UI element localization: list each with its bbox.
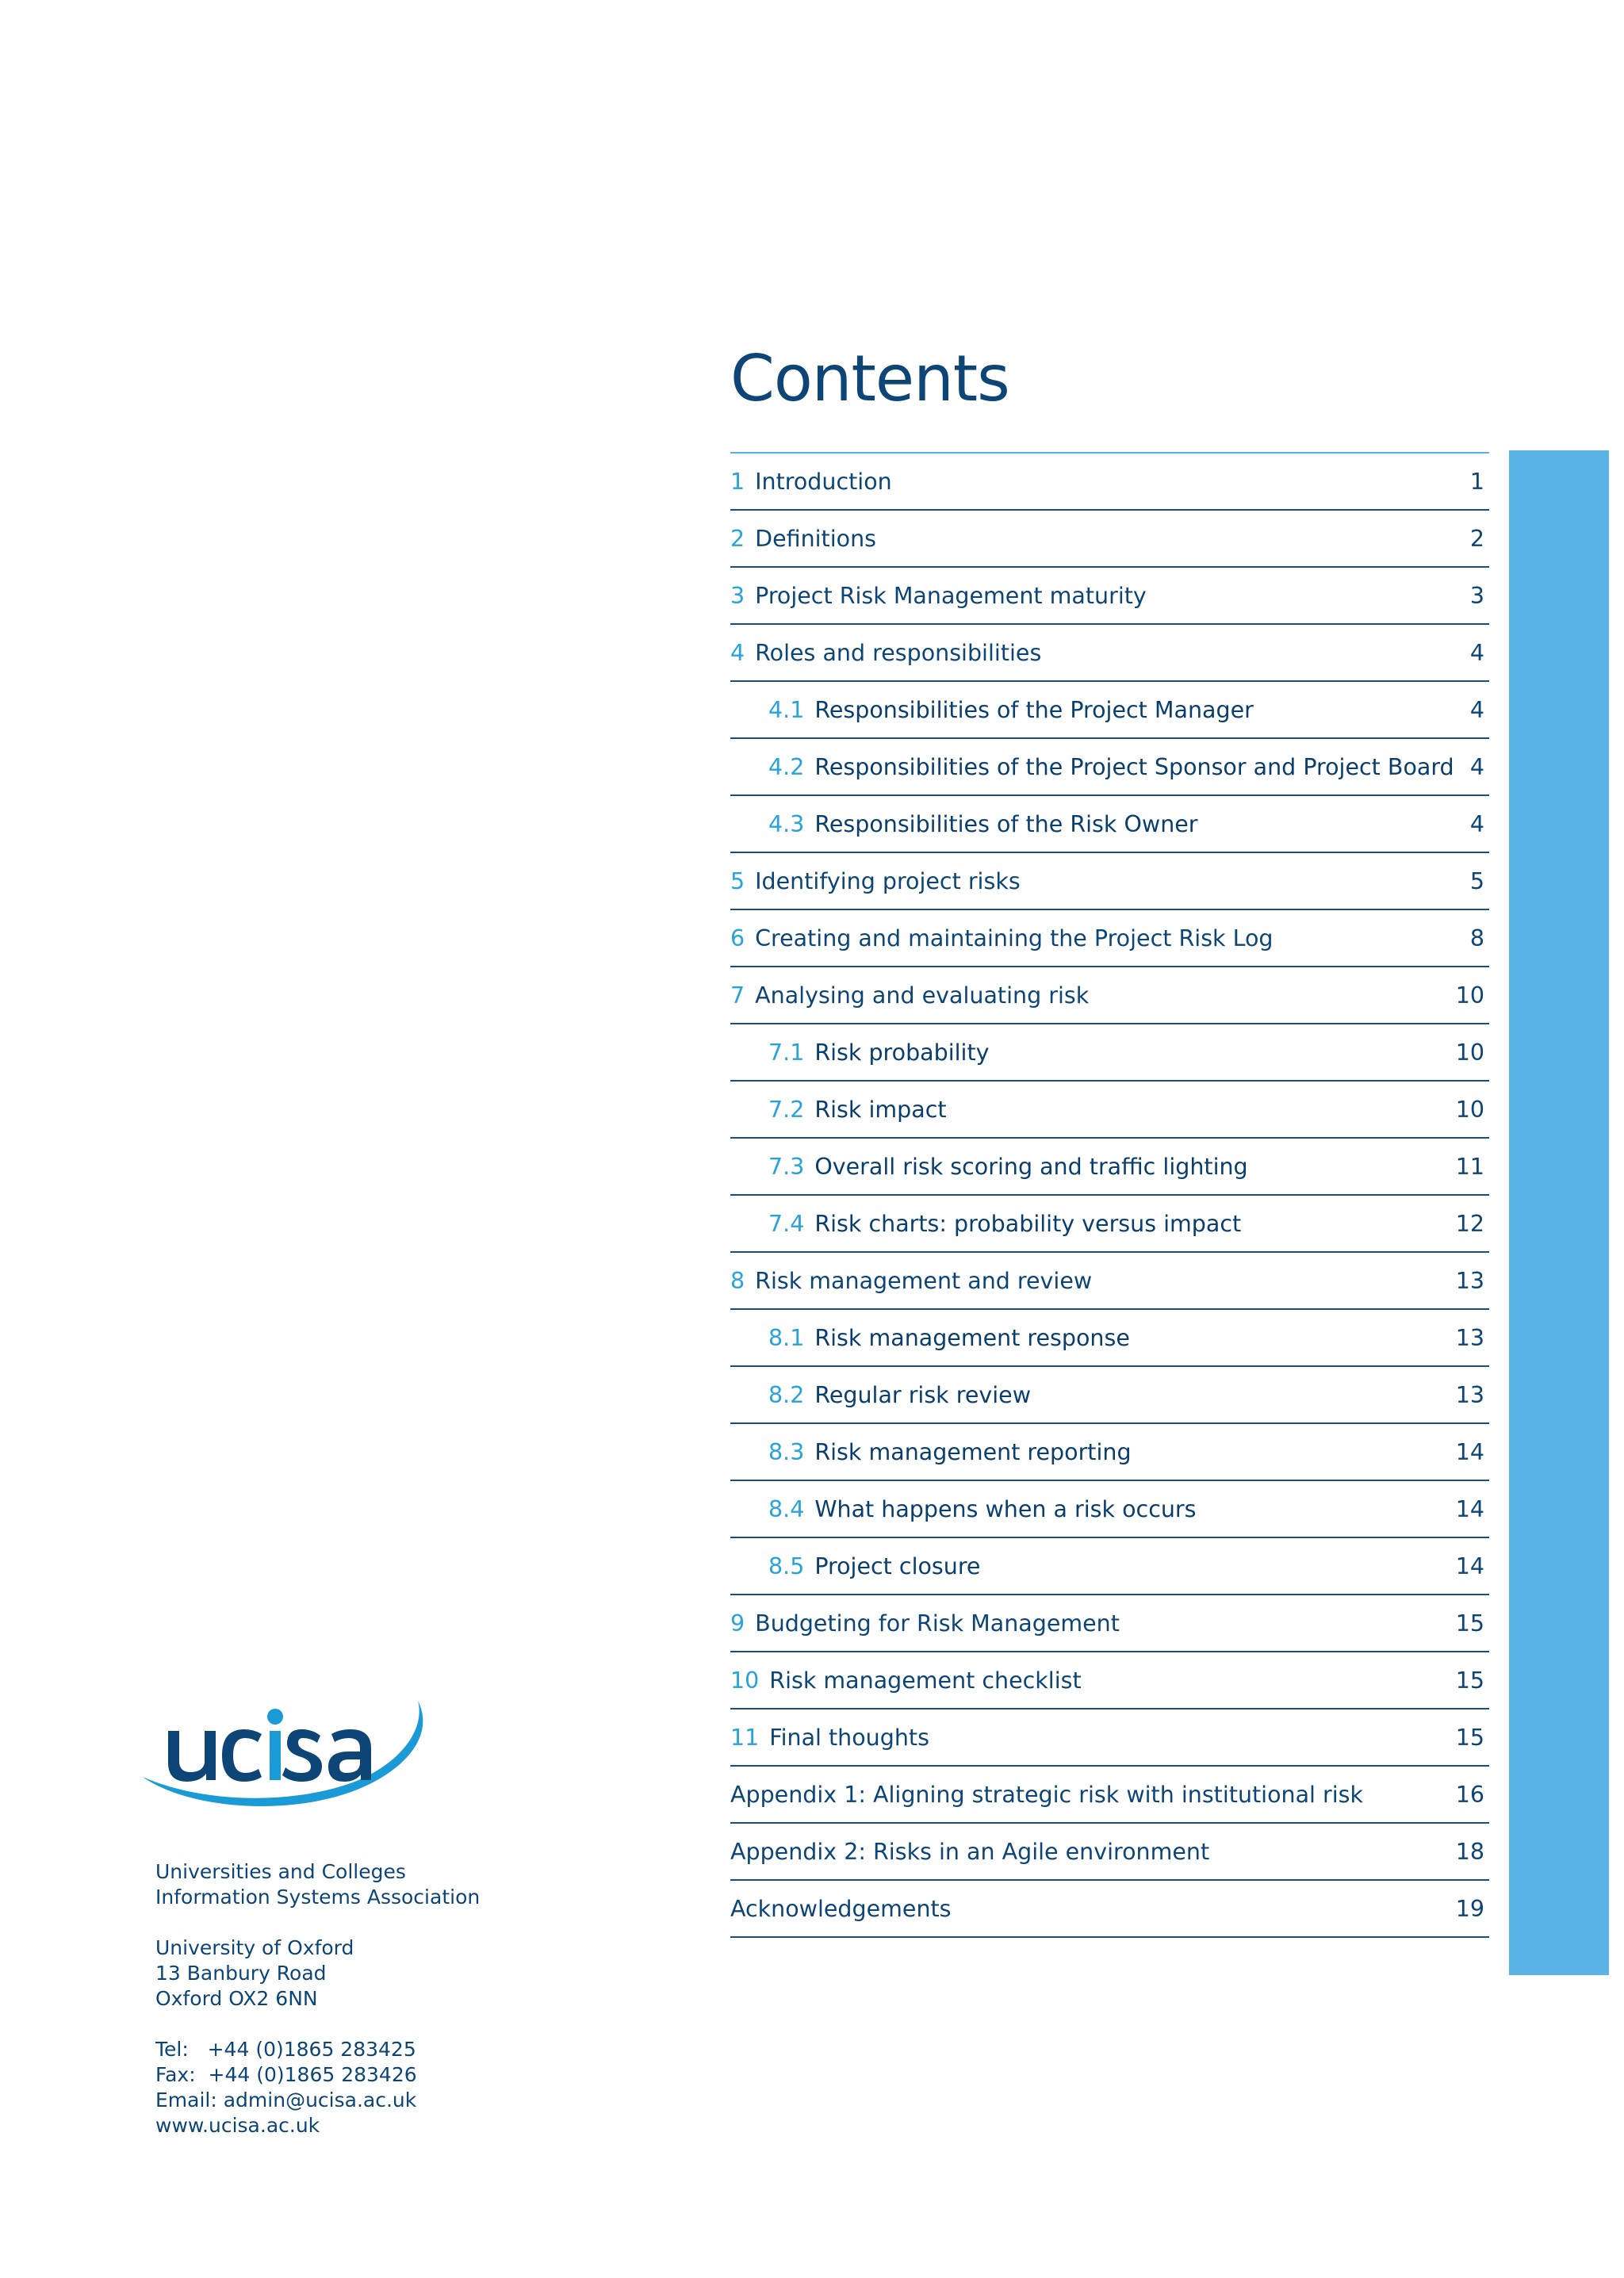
toc-section-row[interactable] (730, 511, 1489, 568)
email-link[interactable]: Email: admin@ucisa.ac.uk (155, 2088, 417, 2111)
toc-number: 4 (730, 639, 745, 666)
toc-subsection-row[interactable] (730, 1082, 1489, 1139)
website-link[interactable]: www.ucisa.ac.uk (155, 2114, 320, 2137)
toc-title: Responsibilities of the Project Manager (814, 696, 1254, 723)
toc-page-number: 13 (1455, 1381, 1484, 1408)
toc-number: 4.1 (768, 696, 805, 723)
toc-title: Risk management and review (755, 1267, 1093, 1294)
toc-page-number: 18 (1455, 1838, 1484, 1865)
address-line2: 13 Banbury Road (155, 1962, 327, 1985)
toc-page-number: 4 (1469, 753, 1484, 780)
side-color-bar (1509, 450, 1609, 1975)
toc-title: Acknowledgements (730, 1895, 952, 1922)
fax: Fax: +44 (0)1865 283426 (155, 2063, 417, 2086)
toc-title: Risk impact (814, 1096, 947, 1123)
toc-title: Roles and responsibilities (755, 639, 1042, 666)
toc-number: 7 (730, 982, 745, 1009)
toc-subsection-row[interactable] (730, 1196, 1489, 1253)
toc-number: 2 (730, 525, 745, 552)
toc-number: 10 (730, 1667, 760, 1694)
toc-page-number: 10 (1455, 982, 1484, 1009)
toc-title: Creating and maintaining the Project Risk Log (755, 925, 1274, 951)
toc-title: Final thoughts (769, 1724, 929, 1751)
toc-page-number: 13 (1455, 1324, 1484, 1351)
toc-title: Risk probability (814, 1039, 990, 1066)
toc-page-number: 4 (1469, 639, 1484, 666)
toc-page-number: 15 (1455, 1724, 1484, 1751)
toc-title: What happens when a risk occurs (814, 1495, 1197, 1522)
toc-subsection-row[interactable] (730, 1139, 1489, 1196)
toc-page-number: 14 (1455, 1438, 1484, 1465)
toc-section-row[interactable] (730, 625, 1489, 682)
toc-number: 7.4 (768, 1210, 805, 1237)
toc-title: Responsibilities of the Risk Owner (814, 810, 1198, 837)
organisation-name-line2: Information Systems Association (155, 1886, 481, 1909)
toc-section-row[interactable] (730, 1709, 1489, 1767)
toc-page-number: 13 (1455, 1267, 1484, 1294)
toc-section-row[interactable] (730, 853, 1489, 910)
toc-page-number: 5 (1469, 867, 1484, 894)
toc-title: Overall risk scoring and traffic lighting (814, 1153, 1248, 1180)
toc-number: 8.2 (768, 1381, 805, 1408)
toc-number: 8 (730, 1267, 745, 1294)
toc-subsection-row[interactable] (730, 1310, 1489, 1367)
toc-subsection-row[interactable] (730, 1024, 1489, 1082)
toc-title: Regular risk review (814, 1381, 1031, 1408)
toc-number: 8.5 (768, 1552, 805, 1579)
toc-title: Project closure (814, 1552, 981, 1579)
toc-title: Project Risk Management maturity (755, 582, 1147, 609)
toc-subsection-row[interactable] (730, 1424, 1489, 1481)
toc-title: Risk management checklist (769, 1667, 1082, 1694)
toc-subsection-row[interactable] (730, 739, 1489, 796)
toc-title: Budgeting for Risk Management (755, 1610, 1120, 1637)
toc-title: Risk management reporting (814, 1438, 1132, 1465)
toc-number: 4.3 (768, 810, 805, 837)
toc-page-number: 15 (1455, 1667, 1484, 1694)
toc-page-number: 2 (1469, 525, 1484, 552)
toc-page-number: 4 (1469, 696, 1484, 723)
page-title: Contents (730, 342, 1009, 415)
toc-section-row[interactable] (730, 1767, 1489, 1824)
toc-subsection-row[interactable] (730, 1367, 1489, 1424)
toc-number: 5 (730, 867, 745, 894)
toc-subsection-row[interactable] (730, 682, 1489, 739)
address-line3: Oxford OX2 6NN (155, 1987, 318, 2010)
toc-title: Identifying project risks (755, 867, 1021, 894)
toc-number: 3 (730, 582, 745, 609)
toc-section-row[interactable] (730, 967, 1489, 1024)
toc-title: Appendix 1: Aligning strategic risk with institutional risk (730, 1781, 1364, 1808)
toc-section-row[interactable] (730, 568, 1489, 625)
toc-section-row[interactable] (730, 910, 1489, 967)
toc-section-row[interactable] (730, 1824, 1489, 1881)
toc-title: Risk charts: probability versus impact (814, 1210, 1242, 1237)
ucisa-logo (136, 1693, 438, 1820)
toc-title: Responsibilities of the Project Sponsor and Project Board (814, 753, 1454, 780)
toc-page-number: 19 (1455, 1895, 1484, 1922)
toc-section-row[interactable] (730, 1253, 1489, 1310)
toc-subsection-row[interactable] (730, 1538, 1489, 1595)
toc-page-number: 14 (1455, 1552, 1484, 1579)
toc-title: Analysing and evaluating risk (755, 982, 1090, 1009)
toc-section-row[interactable] (730, 1881, 1489, 1938)
toc-number: 8.1 (768, 1324, 805, 1351)
toc-number: 7.1 (768, 1039, 805, 1066)
toc-page-number: 15 (1455, 1610, 1484, 1637)
toc-number: 1 (730, 468, 745, 495)
toc-section-row[interactable] (730, 454, 1489, 511)
toc-number: 6 (730, 925, 745, 951)
toc-number: 11 (730, 1724, 760, 1751)
toc-page-number: 10 (1455, 1096, 1484, 1123)
telephone: Tel: +44 (0)1865 283425 (155, 2038, 416, 2061)
toc-page-number: 12 (1455, 1210, 1484, 1237)
toc-page-number: 3 (1469, 582, 1484, 609)
organisation-name-line1: Universities and Colleges (155, 1860, 406, 1883)
toc-number: 4.2 (768, 753, 805, 780)
toc-section-row[interactable] (730, 1652, 1489, 1709)
toc-number: 8.4 (768, 1495, 805, 1522)
toc-page-number: 11 (1455, 1153, 1484, 1180)
toc-title: Introduction (755, 468, 892, 495)
organisation-address (155, 1859, 480, 2138)
toc-page-number: 1 (1469, 468, 1484, 495)
toc-number: 7.2 (768, 1096, 805, 1123)
toc-title: Definitions (755, 525, 876, 552)
toc-page-number: 10 (1455, 1039, 1484, 1066)
toc-number: 9 (730, 1610, 745, 1637)
toc-page-number: 8 (1469, 925, 1484, 951)
toc-subsection-row[interactable] (730, 1481, 1489, 1538)
toc-page-number: 14 (1455, 1495, 1484, 1522)
address-line1: University of Oxford (155, 1936, 354, 1959)
toc-page-number: 4 (1469, 810, 1484, 837)
toc-subsection-row[interactable] (730, 796, 1489, 853)
toc-title: Risk management response (814, 1324, 1130, 1351)
toc-number: 7.3 (768, 1153, 805, 1180)
toc-title: Appendix 2: Risks in an Agile environment (730, 1838, 1210, 1865)
table-of-contents (730, 452, 1489, 1938)
toc-page-number: 16 (1455, 1781, 1484, 1808)
toc-section-row[interactable] (730, 1595, 1489, 1652)
toc-number: 8.3 (768, 1438, 805, 1465)
